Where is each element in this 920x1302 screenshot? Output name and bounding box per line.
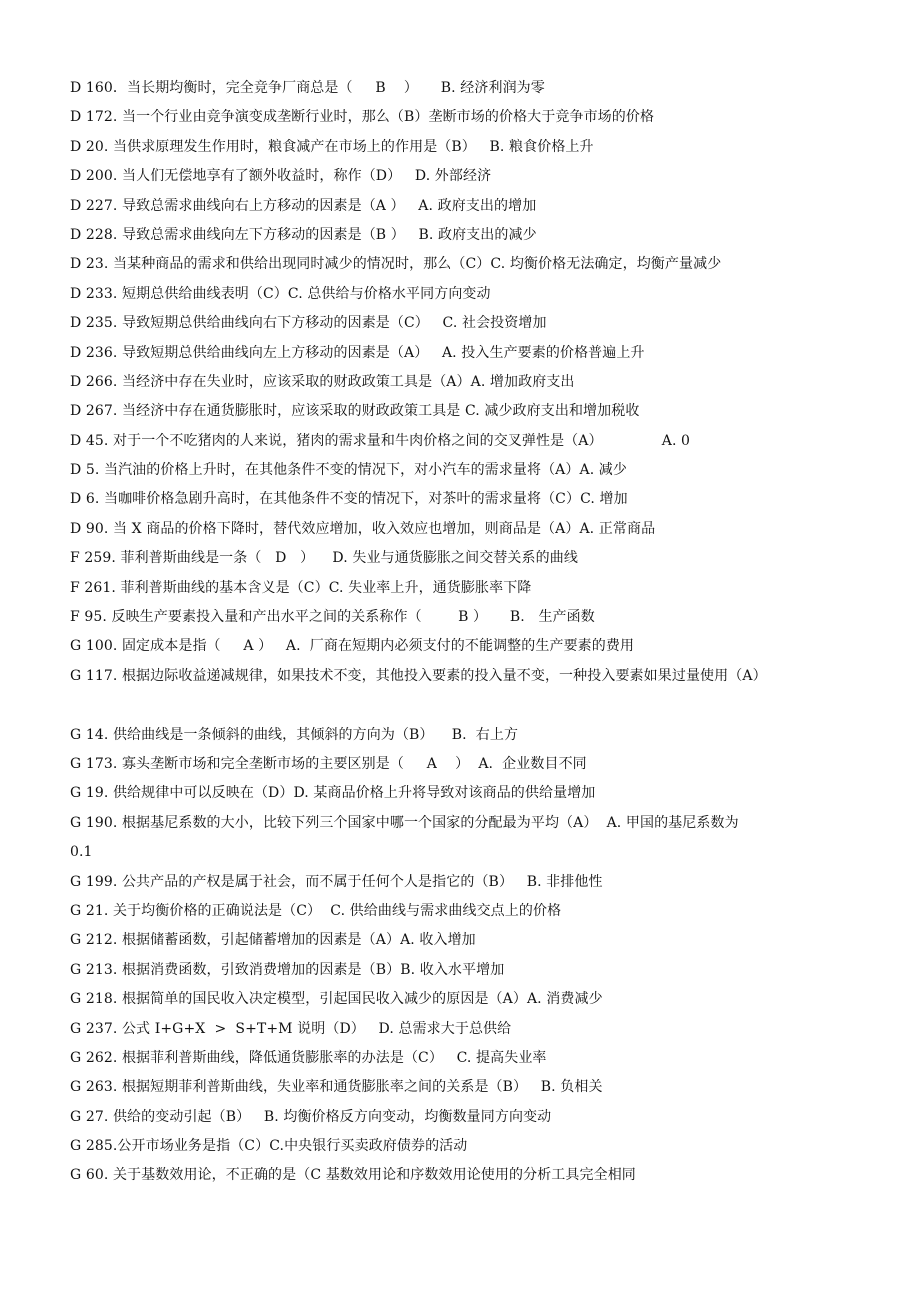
question-line: D 267. 当经济中存在通货膨胀时，应该采取的财政政策工具是 C. 减少政府支出和增加税收 [70, 403, 640, 420]
question-line: G 117. 根据边际收益递减规律，如果技术不变，其他投入要素的投入量不变，一种投入要素如果过量使用（A） [70, 667, 767, 684]
question-line: G 218. 根据简单的国民收入决定模型，引起国民收入减少的原因是（A）A. 消费减少 [70, 991, 603, 1008]
question-line: F 259. 菲利普斯曲线是一条（ D ） D. 失业与通货膨胀之间交替关系的曲线 [70, 550, 578, 567]
question-line: G 27. 供给的变动引起（B） B. 均衡价格反方向变动，均衡数量同方向变动 [70, 1108, 552, 1125]
question-line: D 200. 当人们无偿地享有了额外收益时，称作（D） D. 外部经济 [70, 168, 492, 185]
question-line: G 19. 供给规律中可以反映在（D）D. 某商品价格上升将导致对该商品的供给量增加 [70, 785, 596, 802]
question-line: D 228. 导致总需求曲线向左下方移动的因素是（B ） B. 政府支出的减少 [70, 226, 537, 243]
question-line: D 236. 导致短期总供给曲线向左上方移动的因素是（A） A. 投入生产要素的价格普遍上升 [70, 344, 645, 361]
question-line: G 285.公开市场业务是指（C）C.中央银行买卖政府债券的活动 [70, 1138, 468, 1155]
question-list [70, 74, 870, 1191]
question-line: G 262. 根据菲利普斯曲线，降低通货膨胀率的办法是（C） C. 提高失业率 [70, 1049, 547, 1066]
question-line: D 233. 短期总供给曲线表明（C）C. 总供给与价格水平同方向变动 [70, 285, 491, 302]
question-line: G 173. 寡头垄断市场和完全垄断市场的主要区别是（ A ） A. 企业数目不同 [70, 755, 587, 772]
question-line: D 5. 当汽油的价格上升时，在其他条件不变的情况下，对小汽车的需求量将（A）A. 减少 [70, 462, 628, 479]
question-line: G 237. 公式 I+G+X > S+T+M 说明（D） D. 总需求大于总供给 [70, 1020, 512, 1037]
question-line: G 213. 根据消费函数，引致消费增加的因素是（B）B. 收入水平增加 [70, 961, 505, 978]
question-line: D 23. 当某种商品的需求和供给出现同时减少的情况时，那么（C）C. 均衡价格无法确定，均衡产量减少 [70, 256, 722, 273]
blank-line [70, 691, 870, 720]
question-line: G 263. 根据短期菲利普斯曲线，失业率和通货膨胀率之间的关系是（B） B. 负相关 [70, 1079, 603, 1096]
question-line: D 235. 导致短期总供给曲线向右下方移动的因素是（C） C. 社会投资增加 [70, 315, 547, 332]
question-line: G 14. 供给曲线是一条倾斜的曲线，其倾斜的方向为（B） B. 右上方 [70, 726, 519, 743]
question-line: G 60. 关于基数效用论，不正确的是（C 基数效用论和序数效用论使用的分析工具完全相同 [70, 1167, 636, 1184]
question-line: G 21. 关于均衡价格的正确说法是（C） C. 供给曲线与需求曲线交点上的价格 [70, 902, 562, 919]
question-line: D 45. 对于一个不吃猪肉的人来说，猪肉的需求量和牛肉价格之间的交叉弹性是（A） A. 0 [70, 432, 691, 449]
question-line-continuation: 0.1 [70, 844, 93, 861]
question-line: G 212. 根据储蓄函数，引起储蓄增加的因素是（A）A. 收入增加 [70, 932, 476, 949]
question-line: G 100. 固定成本是指（ A ） A. 厂商在短期内必须支付的不能调整的生产要素的费用 [70, 638, 635, 655]
question-line: F 95. 反映生产要素投入量和产出水平之间的关系称作（ B ） B. 生产函数 [70, 609, 595, 626]
question-line: D 6. 当咖啡价格急剧升高时，在其他条件不变的情况下，对茶叶的需求量将（C）C. 增加 [70, 491, 628, 508]
question-line: F 261. 菲利普斯曲线的基本含义是（C）C. 失业率上升，通货膨胀率下降 [70, 579, 532, 596]
question-line: D 266. 当经济中存在失业时，应该采取的财政政策工具是（A）A. 增加政府支出 [70, 373, 575, 390]
question-line: D 172. 当一个行业由竞争演变成垄断行业时，那么（B）垄断市场的价格大于竞争市场的价格 [70, 109, 655, 126]
question-line: D 90. 当 X 商品的价格下降时，替代效应增加，收入效应也增加，则商品是（A）A. 正常商品 [70, 520, 656, 537]
question-line: G 199. 公共产品的产权是属于社会，而不属于任何个人是指它的（B） B. 非排他性 [70, 873, 603, 890]
question-line: D 227. 导致总需求曲线向右上方移动的因素是（A ） A. 政府支出的增加 [70, 197, 537, 214]
question-line: G 190. 根据基尼系数的大小，比较下列三个国家中哪一个国家的分配最为平均（A） A. 甲国的基尼系数为 [70, 814, 739, 831]
question-line: D 20. 当供求原理发生作用时，粮食减产在市场上的作用是（B） B. 粮食价格上升 [70, 138, 594, 155]
question-line: D 160．当长期均衡时，完全竞争厂商总是（ B ） B. 经济利润为零 [70, 80, 545, 96]
